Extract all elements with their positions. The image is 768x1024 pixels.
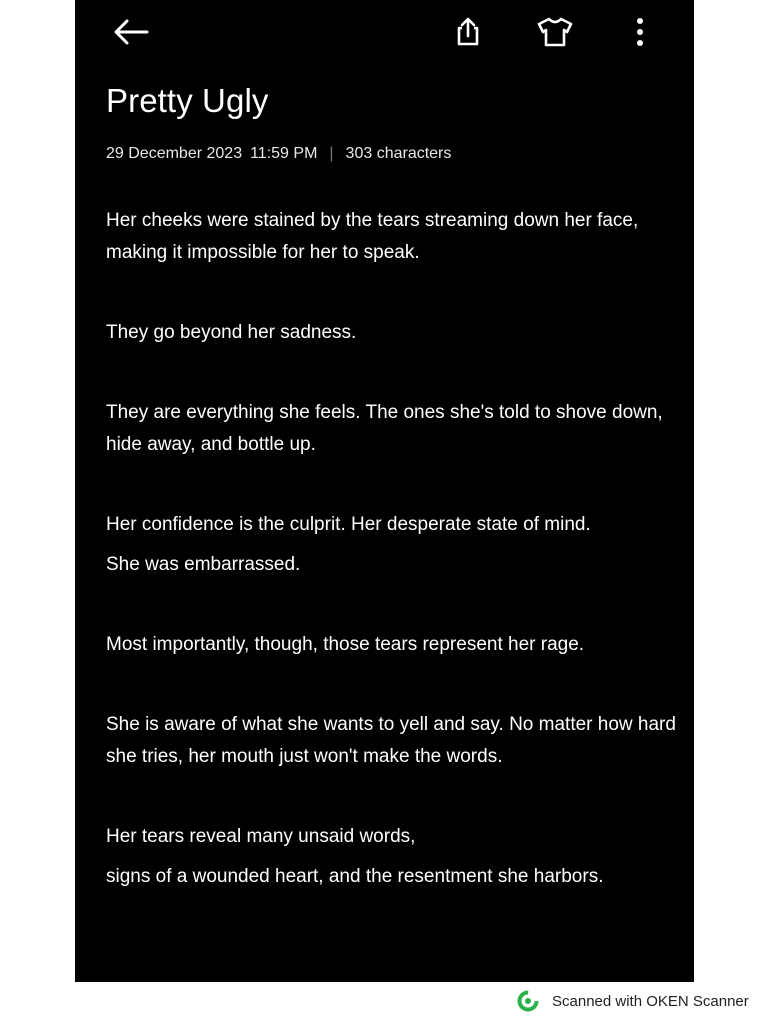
note-date: 29 December 2023 bbox=[106, 145, 243, 162]
arrow-left-icon bbox=[111, 12, 151, 52]
paragraph: Her tears reveal many unsaid words, bbox=[106, 826, 416, 847]
note-time: 11:59 PM bbox=[250, 145, 318, 162]
shirt-icon bbox=[537, 16, 573, 48]
note-screen bbox=[75, 0, 694, 982]
more-options-button[interactable] bbox=[620, 12, 660, 52]
back-button[interactable] bbox=[111, 12, 151, 52]
paragraph: They are everything she feels. The ones she's told to shove down, hide away, and bottle up. bbox=[106, 402, 663, 455]
share-icon bbox=[452, 16, 484, 48]
paragraph: She was embarrassed. bbox=[106, 554, 301, 575]
paragraph: signs of a wounded heart, and the resentment she harbors. bbox=[106, 866, 604, 887]
paragraph: Her cheeks were stained by the tears streaming down her face, making it impossible for her to speak. bbox=[106, 210, 639, 263]
share-button[interactable] bbox=[448, 12, 488, 52]
character-count: 303 characters bbox=[345, 145, 452, 162]
scanner-watermark bbox=[516, 988, 749, 1014]
paragraph: Most importantly, though, those tears represent her rage. bbox=[106, 634, 585, 655]
top-toolbar bbox=[75, 0, 694, 64]
more-vertical-icon bbox=[634, 16, 646, 48]
note-meta bbox=[106, 145, 451, 163]
paragraph: She is aware of what she wants to yell and say. No matter how hard she tries, her mouth just won't make the words. bbox=[106, 714, 676, 767]
note-title: Pretty Ugly bbox=[106, 82, 269, 119]
paragraph: Her confidence is the culprit. Her desperate state of mind. bbox=[106, 514, 591, 535]
oken-scanner-logo-icon bbox=[516, 988, 542, 1014]
note-body[interactable] bbox=[106, 205, 676, 893]
meta-separator: | bbox=[329, 145, 334, 162]
watermark-label: Scanned with OKEN Scanner bbox=[552, 992, 749, 1010]
theme-button[interactable] bbox=[535, 12, 575, 52]
paragraph: They go beyond her sadness. bbox=[106, 322, 357, 343]
